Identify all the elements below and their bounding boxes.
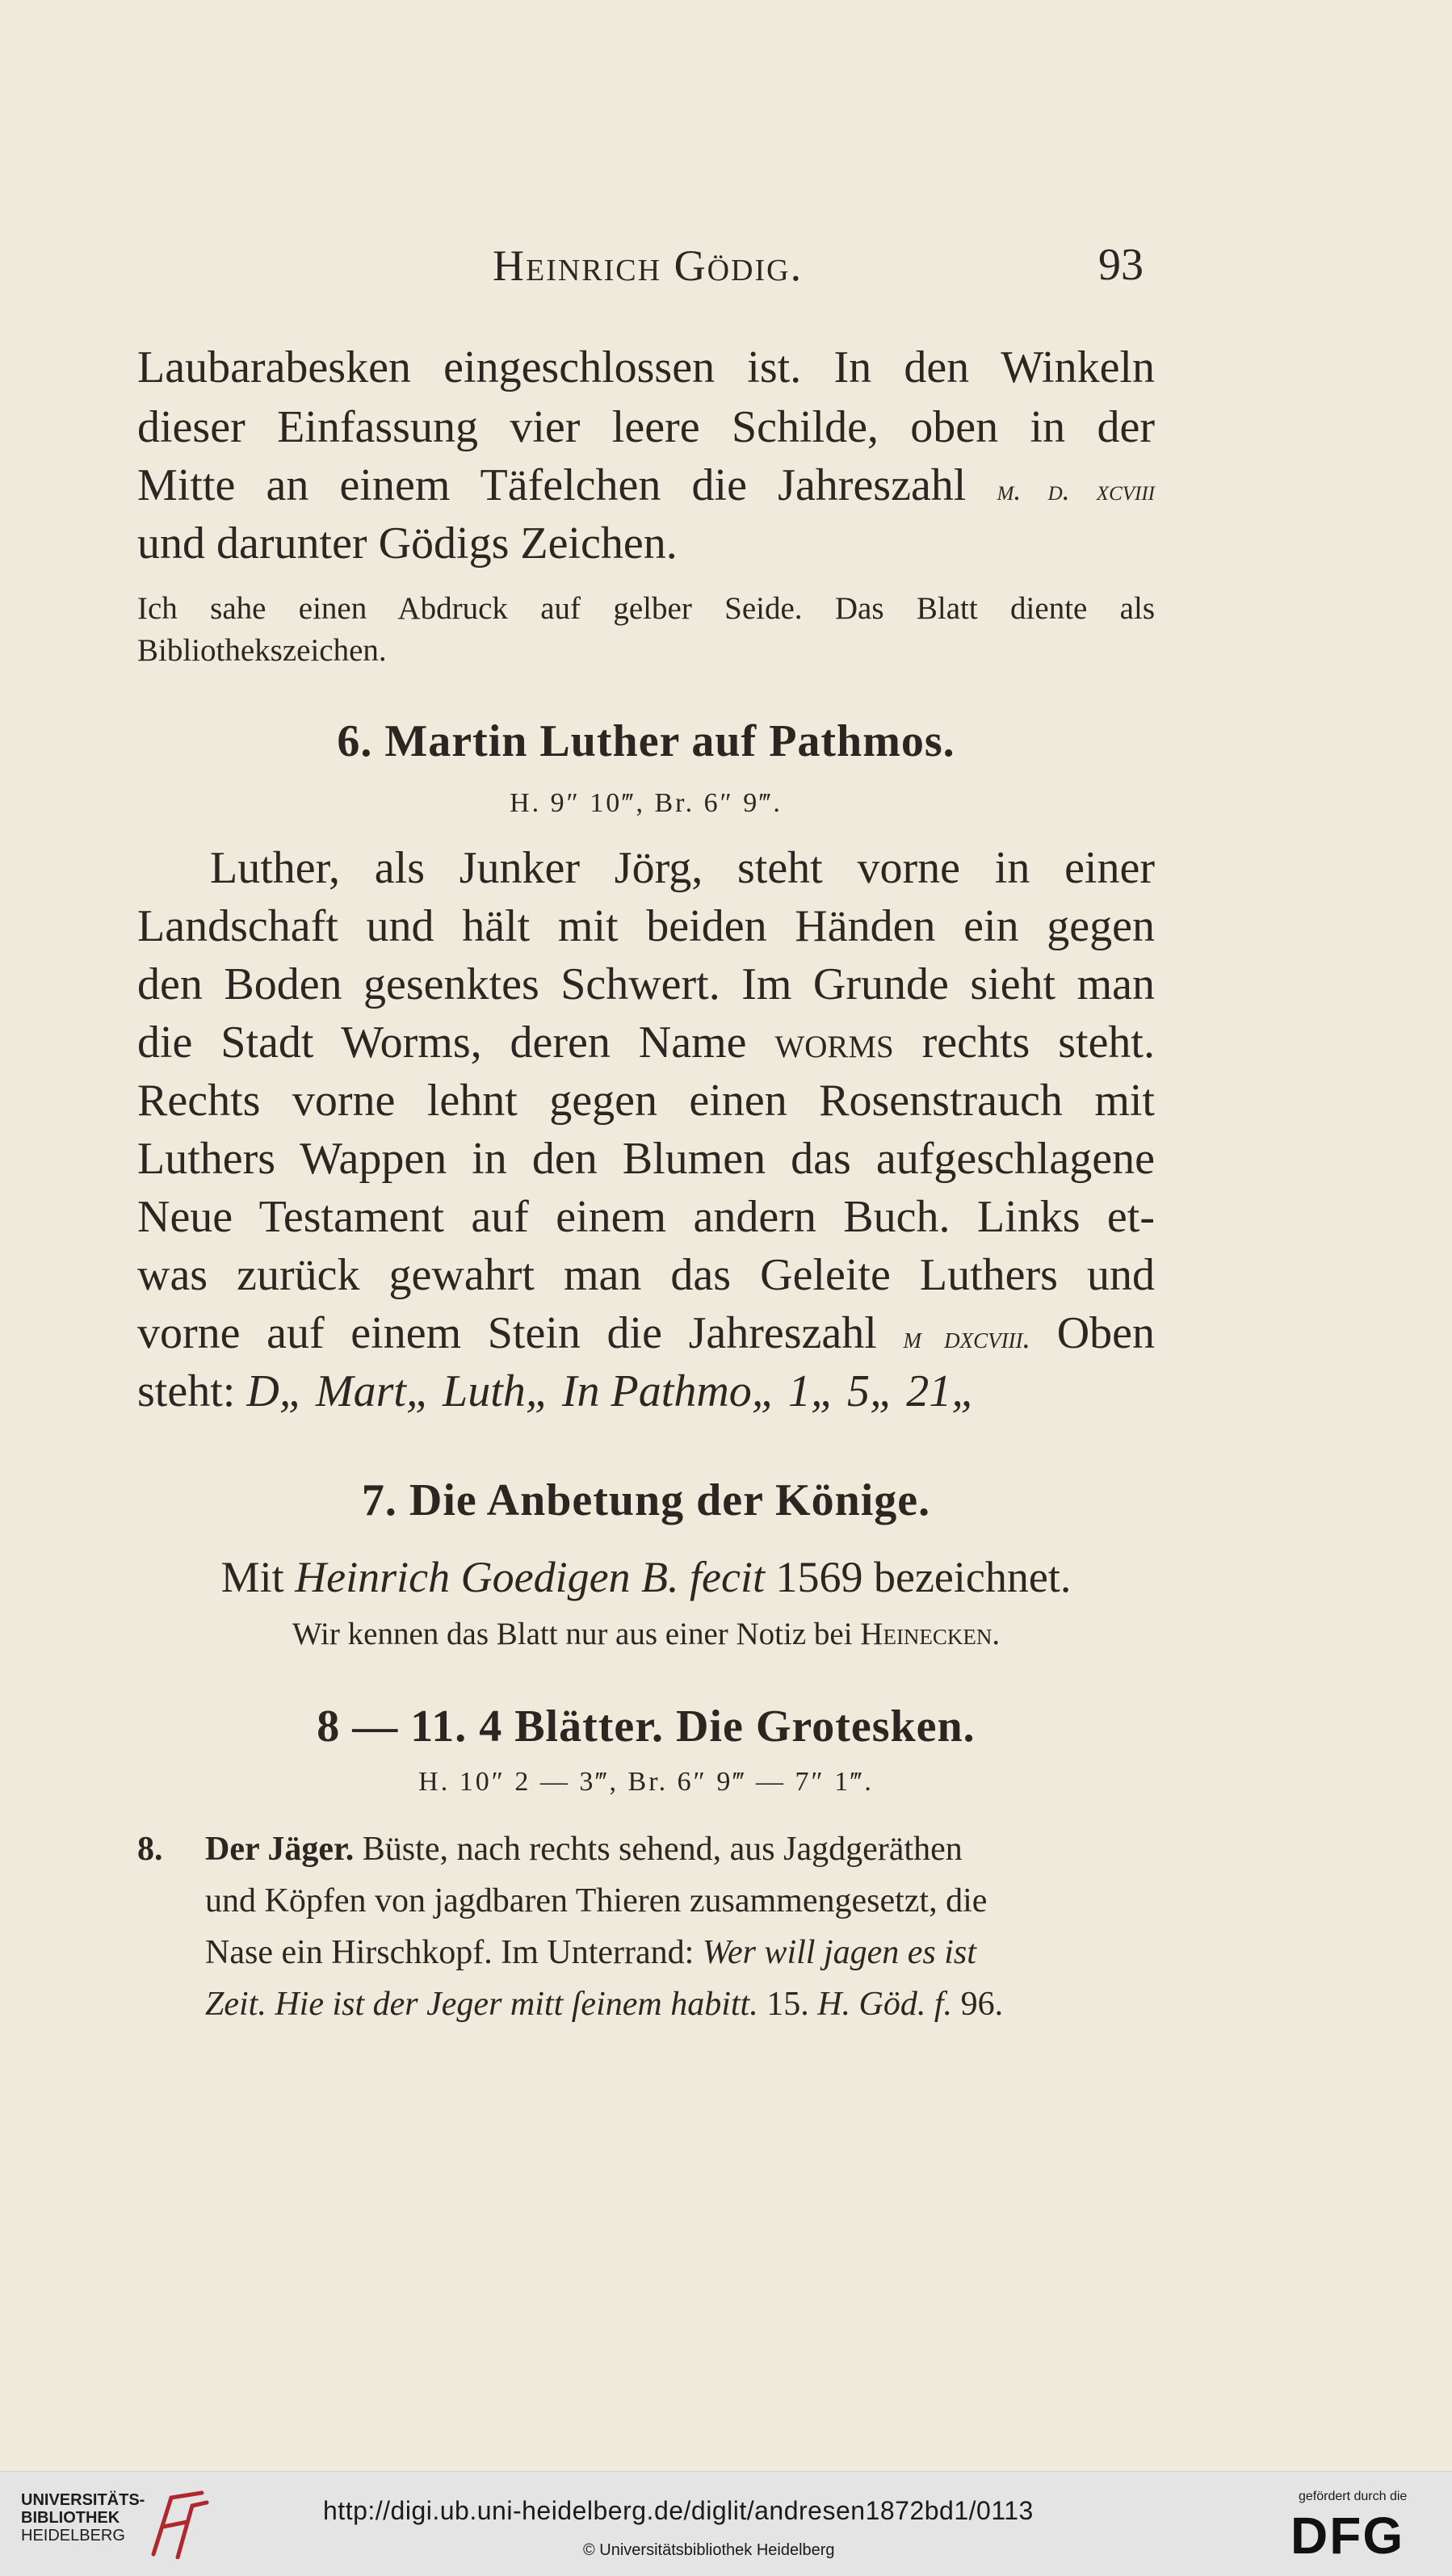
signature-text: Heinrich Goedigen B. fecit — [295, 1553, 765, 1601]
paragraph-line: Laubarabesken eingeschlossen ist. In den Winkeln — [137, 342, 1155, 392]
funding-label: gefördert durch die — [1299, 2490, 1408, 2503]
entry-number: 8. — [137, 1831, 163, 1868]
section-heading: 8 — 11. 4 Blätter. Die Grotesken. — [317, 1701, 976, 1752]
year-numeral: m dxcviii. — [903, 1321, 1031, 1355]
footnote-text: Ich sahe einen Abdruck auf gelber Seide. Das Blatt diente als Bibliothekszeichen. — [137, 591, 1155, 668]
paragraph-line: was zurück gewahrt man das Geleite Luthers und — [137, 1250, 1155, 1300]
paragraph-text: die Stadt Worms, deren Name — [137, 1017, 775, 1068]
entry-title: Der Jäger. — [205, 1831, 355, 1868]
paragraph-text: 1569 bezeichnet. — [765, 1553, 1072, 1601]
city-name: worms — [774, 1017, 894, 1068]
entry-line — [137, 1823, 1155, 1875]
paragraph-line — [137, 1014, 1155, 1071]
entry-line: und Köpfen von jagdbaren Thieren zusammengesetzt, die — [205, 1882, 988, 1919]
library-name — [21, 2491, 145, 2545]
paragraph-line: dieser Einfassung vier leere Schilde, oben in der — [137, 402, 1155, 452]
paragraph-line: Rechts vorne lehnt gegen einen Rosenstrauch mit — [137, 1076, 1155, 1126]
entry-inscription: H. Göd. f. — [817, 1986, 953, 2023]
year-numeral: m. d. xcviii — [997, 474, 1155, 506]
library-name-line: UNIVERSITÄTS- — [21, 2491, 145, 2509]
paragraph-text: Oben — [1030, 1308, 1155, 1358]
paragraph-line: den Boden gesenktes Schwert. Im Grunde sieht man — [137, 959, 1155, 1009]
paragraph-line: Luthers Wappen in den Blumen das aufgeschlagene — [137, 1134, 1155, 1184]
entry-line — [137, 1927, 1155, 1978]
library-name-line: BIBLIOTHEK — [21, 2509, 120, 2527]
paragraph-line: und darunter Gödigs Zeichen. — [137, 518, 678, 568]
library-logo-icon — [145, 2490, 210, 2559]
dimensions-line: H. 9″ 10‴, Br. 6″ 9‴. — [510, 788, 783, 818]
paragraph-line: Landschaft und hält mit beiden Händen ein gegen — [137, 901, 1155, 951]
entry-text: 96. — [952, 1986, 1004, 2023]
paragraph-line: Neue Testament auf einem andern Buch. Links et- — [137, 1192, 1155, 1242]
paragraph-text: Mitte an einem Täfelchen die Jahreszahl — [137, 460, 997, 510]
library-name-line: HEIDELBERG — [21, 2527, 125, 2545]
paragraph-line — [137, 1363, 1155, 1420]
paragraph-text: Mit — [220, 1553, 296, 1601]
entry-text: Büste, nach rechts sehend, aus Jagdgeräthen — [354, 1831, 963, 1868]
paragraph-text: Wir kennen das Blatt nur aus einer Notiz bei — [292, 1617, 861, 1651]
entry-inscription: Wer will jagen es ist — [702, 1934, 976, 1971]
paragraph-line — [137, 457, 1155, 518]
paragraph-line — [137, 1305, 1155, 1366]
author-name: Heinecken. — [860, 1617, 1001, 1651]
footer-bar — [0, 2471, 1452, 2576]
permalink-url[interactable]: http://digi.ub.uni-heidelberg.de/diglit/andresen1872bd1/0113 — [323, 2496, 1034, 2525]
paragraph-text: steht: — [137, 1366, 247, 1416]
catalog-entry — [137, 1823, 1155, 2030]
footnote-text — [137, 1613, 1155, 1655]
paragraph-line — [137, 1549, 1155, 1605]
entry-text: Nase ein Hirschkopf. Im Unterrand: — [205, 1934, 703, 1971]
entry-line — [137, 1978, 1155, 2030]
page-number: 93 — [1098, 240, 1144, 290]
section-heading: 6. Martin Luther auf Pathmos. — [337, 716, 955, 766]
paragraph-line: Luther, als Junker Jörg, steht vorne in einer — [210, 843, 1155, 893]
entry-inscription: Zeit. Hie ist der Jeger mitt ſeinem habitt. — [205, 1986, 758, 2023]
running-header: Heinrich Gödig. — [493, 241, 804, 290]
paragraph-text: rechts steht. — [893, 1017, 1155, 1068]
paragraph-text: vorne auf einem Stein die Jahreszahl — [137, 1308, 904, 1358]
inscription: D„ Mart„ Luth„ In Pathmo„ 1„ 5„ 21„ — [246, 1366, 977, 1416]
dimensions-line: H. 10″ 2 — 3‴, Br. 6″ 9‴ — 7″ 1‴. — [418, 1767, 874, 1797]
entry-text: 15. — [757, 1986, 818, 2023]
dfg-logo: DFG — [1290, 2507, 1405, 2565]
section-heading: 7. Die Anbetung der Könige. — [361, 1475, 931, 1525]
copyright-text: © Universitätsbibliothek Heidelberg — [583, 2541, 835, 2559]
